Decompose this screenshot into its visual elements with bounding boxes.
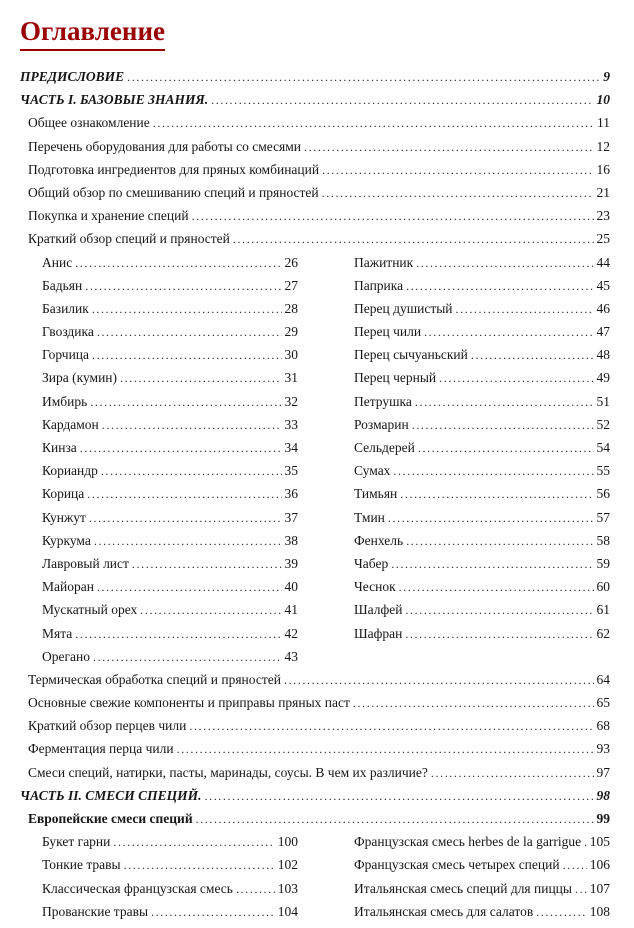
toc-entry-label: Розмарин <box>354 416 409 432</box>
toc-entry-label: Паприка <box>354 277 404 293</box>
dot-leader <box>400 483 593 506</box>
toc-entry-label: Сельдерей <box>354 440 415 455</box>
toc-entry-page-number: 11 <box>597 115 610 131</box>
toc-entry-page-number: 100 <box>277 834 298 850</box>
dot-leader <box>405 623 593 646</box>
toc-entry[interactable] <box>42 274 298 297</box>
toc-entry-label: Перечень оборудования для работы со смесями <box>28 138 302 154</box>
toc-entry[interactable] <box>354 552 610 575</box>
toc-entry-page-number: 44 <box>596 254 610 270</box>
toc-entry-page-number: 56 <box>596 486 610 502</box>
toc-entry-label: Ферментация перца чили <box>28 741 174 757</box>
toc-entry-label: Прованские травы <box>42 903 149 919</box>
toc-entry[interactable] <box>20 158 610 181</box>
dot-leader <box>388 507 594 530</box>
toc-entry[interactable] <box>42 251 298 274</box>
toc-entry-label: Кориандр <box>42 463 98 479</box>
toc-entry-label: Кунжут <box>42 509 86 525</box>
toc-entry-page-number: 9 <box>603 69 610 84</box>
toc-entry[interactable] <box>42 366 298 389</box>
page-title <box>20 14 610 51</box>
dot-leader <box>97 321 282 344</box>
toc-entry-label: ПРЕДИСЛОВИЕ <box>20 69 125 84</box>
toc-entry-page-number: 55 <box>596 463 610 479</box>
dot-leader <box>284 669 594 692</box>
dot-leader <box>304 136 593 159</box>
dot-leader <box>151 901 275 924</box>
toc-entry[interactable] <box>42 877 298 900</box>
toc-entry[interactable] <box>354 830 610 853</box>
toc-entry-label: Шалфей <box>354 602 403 618</box>
toc-entry[interactable] <box>42 853 298 876</box>
dot-leader <box>418 437 594 460</box>
dot-leader <box>233 228 594 251</box>
toc-entry[interactable] <box>20 668 610 691</box>
toc-entry-label: Французская смесь четырех специй <box>354 857 560 873</box>
toc-entry-page-number: 60 <box>596 579 610 595</box>
dot-leader <box>127 66 600 89</box>
toc-entry[interactable] <box>42 529 298 552</box>
dot-leader <box>405 599 593 622</box>
toc-entry-label: Смеси специй, натирки, пасты, маринады, соусы. В чем их различие? <box>28 764 428 780</box>
toc-entry-label: Тонкие травы <box>42 857 121 873</box>
toc-entry[interactable] <box>20 737 610 760</box>
toc-entry-label: Покупка и хранение специй <box>28 208 189 224</box>
toc-entry-page-number: 64 <box>596 671 610 687</box>
dot-leader <box>101 460 282 483</box>
toc-entry-page-number: 99 <box>596 811 610 826</box>
toc-entry[interactable] <box>354 506 610 529</box>
toc-entry[interactable] <box>20 181 610 204</box>
dot-leader <box>393 460 593 483</box>
toc-entry[interactable] <box>42 320 298 343</box>
toc-entry-page-number: 58 <box>596 532 610 548</box>
dot-leader <box>140 599 281 622</box>
toc-entry[interactable] <box>354 320 610 343</box>
toc-entry[interactable] <box>354 529 610 552</box>
toc-entry-page-number: 54 <box>596 440 610 455</box>
toc-entry[interactable] <box>42 297 298 320</box>
toc-entry-page-number: 36 <box>284 486 298 502</box>
toc-entry[interactable] <box>20 761 610 784</box>
toc-entry-page-number: 61 <box>596 602 610 618</box>
dot-leader <box>75 252 281 275</box>
toc-entry-page-number: 25 <box>596 231 610 247</box>
toc-entry[interactable] <box>20 227 610 250</box>
toc-entry-page-number: 39 <box>284 555 298 571</box>
dot-leader <box>536 901 587 924</box>
toc-entry-label: Тимьян <box>354 486 398 502</box>
dot-leader <box>584 831 587 854</box>
toc-entry-page-number: 16 <box>596 161 610 177</box>
toc-entry-label: Мускатный орех <box>42 602 138 618</box>
toc-entry-page-number: 102 <box>277 857 298 873</box>
toc-entry[interactable] <box>354 274 610 297</box>
dot-leader <box>177 738 594 761</box>
two-column-list <box>20 830 610 923</box>
toc-entry-label: Имбирь <box>42 393 88 409</box>
toc-entry-page-number: 37 <box>284 509 298 525</box>
toc-entry[interactable] <box>42 552 298 575</box>
dot-leader <box>132 553 282 576</box>
toc-entry[interactable] <box>20 88 610 111</box>
toc-entry-label: Куркума <box>42 532 91 548</box>
dot-leader <box>87 483 281 506</box>
toc-entry-label: Петрушка <box>354 393 412 409</box>
dot-leader <box>563 854 587 877</box>
toc-entry[interactable] <box>42 622 298 645</box>
toc-entry[interactable] <box>20 807 610 830</box>
toc-entry-label: Общее ознакомление <box>28 115 150 131</box>
toc-entry-label: Майоран <box>42 579 94 595</box>
toc-entry[interactable] <box>20 714 610 737</box>
toc-entry-label: Бадьян <box>42 277 83 293</box>
dot-leader <box>391 553 593 576</box>
toc-entry-label: Итальянская смесь для салатов <box>354 903 534 919</box>
dot-leader <box>211 89 593 112</box>
toc-entry-label: Пажитник <box>354 254 414 270</box>
toc-entry-label: Тмин <box>354 509 385 525</box>
dot-leader <box>89 507 282 530</box>
dot-leader <box>205 785 594 808</box>
dot-leader <box>456 298 594 321</box>
toc-entry[interactable] <box>20 135 610 158</box>
toc-entry[interactable] <box>20 65 610 88</box>
toc-entry-page-number: 43 <box>284 648 298 664</box>
toc-entry[interactable] <box>42 900 298 923</box>
toc-entry-label: Мята <box>42 625 73 641</box>
dot-leader <box>97 576 282 599</box>
dot-leader <box>90 391 281 414</box>
dot-leader <box>80 437 282 460</box>
toc-entry-label: Анис <box>42 254 73 270</box>
toc-entry[interactable] <box>354 482 610 505</box>
dot-leader <box>120 367 281 390</box>
toc-entry-page-number: 51 <box>596 393 610 409</box>
dot-leader <box>113 831 274 854</box>
dot-leader <box>192 205 594 228</box>
toc-entry-label: Шафран <box>354 625 403 641</box>
dot-leader <box>322 182 594 205</box>
toc-entry[interactable] <box>42 645 298 668</box>
toc-entry[interactable] <box>354 436 610 459</box>
toc-entry-label: Общий обзор по смешиванию специй и пряностей <box>28 184 319 200</box>
toc-entry-page-number: 57 <box>596 509 610 525</box>
toc-entry-page-number: 28 <box>284 300 298 316</box>
toc-entry[interactable] <box>20 111 610 134</box>
toc-entry-label: Чабер <box>354 555 389 571</box>
toc-entry-label: Основные свежие компоненты и приправы пряных паст <box>28 695 350 711</box>
dot-leader <box>416 252 593 275</box>
toc-entry-page-number: 105 <box>589 834 610 850</box>
toc-entry[interactable] <box>354 366 610 389</box>
toc-entry-page-number: 32 <box>284 393 298 409</box>
toc-entry-page-number: 21 <box>596 184 610 200</box>
dot-leader <box>196 808 594 831</box>
toc-entry-page-number: 31 <box>284 370 298 386</box>
dot-leader <box>85 275 281 298</box>
page-title-text: Оглавление <box>20 14 165 51</box>
dot-leader <box>353 692 594 715</box>
toc-entry-page-number: 65 <box>596 695 610 711</box>
dot-leader <box>406 530 593 553</box>
toc-entry-page-number: 106 <box>589 857 610 873</box>
toc-entry-label: Перец черный <box>354 370 437 386</box>
toc-entry[interactable] <box>42 506 298 529</box>
toc-entry-page-number: 38 <box>284 532 298 548</box>
toc-entry-page-number: 98 <box>596 787 610 803</box>
toc-entry-label: Подготовка ингредиентов для пряных комбинаций <box>28 161 320 177</box>
two-column-list-right <box>354 251 610 668</box>
toc-entry-page-number: 30 <box>284 347 298 363</box>
toc-entry[interactable] <box>354 598 610 621</box>
toc-entry-label: Корица <box>42 486 85 502</box>
toc-entry-page-number: 42 <box>284 625 298 641</box>
toc-entry-label: Гвоздика <box>42 324 94 340</box>
two-column-list-left <box>42 251 298 668</box>
toc-entry-label: Орегано <box>42 648 90 664</box>
toc-entry-page-number: 10 <box>596 92 610 108</box>
toc-entry-page-number: 40 <box>284 579 298 595</box>
dot-leader <box>124 854 275 877</box>
toc-entry-label: Зира (кумин) <box>42 370 118 386</box>
toc-body <box>20 65 610 923</box>
toc-entry-label: Букет гарни <box>42 834 111 850</box>
toc-entry[interactable] <box>354 413 610 436</box>
toc-entry-label: Фенхель <box>354 532 404 548</box>
dot-leader <box>94 530 282 553</box>
toc-entry[interactable] <box>20 204 610 227</box>
toc-entry-label: Горчица <box>42 347 90 363</box>
toc-entry[interactable] <box>354 877 610 900</box>
dot-leader <box>412 414 594 437</box>
toc-entry[interactable] <box>354 575 610 598</box>
toc-entry-page-number: 104 <box>277 903 298 919</box>
toc-entry-page-number: 68 <box>596 718 610 734</box>
toc-entry-label: Базилик <box>42 300 89 316</box>
two-column-list-right <box>354 830 610 923</box>
toc-entry-label: ЧАСТЬ I. БАЗОВЫЕ ЗНАНИЯ. <box>20 92 209 108</box>
toc-entry-label: Европейские смеси специй <box>28 811 193 826</box>
toc-entry-page-number: 27 <box>284 277 298 293</box>
toc-entry-page-number: 33 <box>284 416 298 432</box>
toc-entry[interactable] <box>42 598 298 621</box>
toc-entry-page-number: 103 <box>277 880 298 896</box>
toc-entry-label: Краткий обзор специй и пряностей <box>28 231 230 247</box>
dot-leader <box>93 646 282 669</box>
toc-entry[interactable] <box>354 343 610 366</box>
dot-leader <box>189 715 593 738</box>
toc-entry-label: Итальянская смесь специй для пиццы <box>354 880 572 896</box>
toc-entry[interactable] <box>42 830 298 853</box>
toc-entry-page-number: 93 <box>596 741 610 757</box>
toc-entry-label: Кардамон <box>42 416 99 432</box>
dot-leader <box>75 623 281 646</box>
toc-entry-page-number: 26 <box>284 254 298 270</box>
toc-entry[interactable] <box>42 575 298 598</box>
toc-entry-label: Чеснок <box>354 579 396 595</box>
toc-entry-label: Краткий обзор перцев чили <box>28 718 187 734</box>
dot-leader <box>415 391 594 414</box>
toc-entry-page-number: 59 <box>596 555 610 571</box>
toc-entry-page-number: 108 <box>589 903 610 919</box>
toc-entry-page-number: 46 <box>596 300 610 316</box>
dot-leader <box>153 112 594 135</box>
toc-entry-label: ЧАСТЬ II. СМЕСИ СПЕЦИЙ. <box>20 787 202 803</box>
dot-leader <box>439 367 593 390</box>
dot-leader <box>406 275 593 298</box>
dot-leader <box>102 414 282 437</box>
toc-entry[interactable] <box>354 853 610 876</box>
toc-entry-label: Классическая французская смесь <box>42 880 233 896</box>
toc-entry-label: Сумах <box>354 463 391 479</box>
toc-entry-label: Французская смесь herbes de la garrigue <box>354 834 582 850</box>
dot-leader <box>575 878 587 901</box>
toc-entry[interactable] <box>354 390 610 413</box>
toc-entry-page-number: 107 <box>589 880 610 896</box>
toc-entry[interactable] <box>42 343 298 366</box>
dot-leader <box>92 344 281 367</box>
toc-entry-page-number: 29 <box>284 324 298 340</box>
toc-entry-page-number: 12 <box>596 138 610 154</box>
toc-entry-page-number: 34 <box>284 440 298 455</box>
toc-entry[interactable] <box>20 784 610 807</box>
toc-entry-page-number: 49 <box>596 370 610 386</box>
toc-entry[interactable] <box>354 251 610 274</box>
toc-entry-page-number: 47 <box>596 324 610 340</box>
dot-leader <box>424 321 593 344</box>
two-column-list-left <box>42 830 298 923</box>
toc-entry-label: Перец сычуаньский <box>354 347 468 363</box>
toc-entry-page-number: 35 <box>284 463 298 479</box>
dot-leader <box>431 762 594 785</box>
dot-leader <box>399 576 594 599</box>
toc-entry[interactable] <box>354 297 610 320</box>
dot-leader <box>322 159 593 182</box>
toc-entry-page-number: 52 <box>596 416 610 432</box>
toc-entry[interactable] <box>42 413 298 436</box>
two-column-list <box>20 251 610 668</box>
toc-entry[interactable] <box>354 622 610 645</box>
toc-entry[interactable] <box>42 459 298 482</box>
toc-entry-page-number: 62 <box>596 625 610 641</box>
toc-entry-page-number: 45 <box>596 277 610 293</box>
toc-entry[interactable] <box>354 459 610 482</box>
toc-entry-page-number: 41 <box>284 602 298 618</box>
dot-leader <box>92 298 282 321</box>
toc-entry[interactable] <box>42 390 298 413</box>
toc-entry-page-number: 23 <box>596 208 610 224</box>
toc-entry-label: Перец чили <box>354 324 422 340</box>
toc-entry-label: Перец душистый <box>354 300 453 316</box>
toc-entry-page-number: 48 <box>596 347 610 363</box>
dot-leader <box>236 878 275 901</box>
toc-entry-page-number: 97 <box>596 764 610 780</box>
toc-entry-label: Кинза <box>42 440 77 455</box>
toc-entry-label: Термическая обработка специй и пряностей <box>28 671 281 687</box>
toc-entry[interactable] <box>42 482 298 505</box>
toc-entry-label: Лавровый лист <box>42 555 129 571</box>
dot-leader <box>471 344 594 367</box>
toc-entry[interactable] <box>354 900 610 923</box>
toc-entry[interactable] <box>20 691 610 714</box>
toc-entry[interactable] <box>42 436 298 459</box>
